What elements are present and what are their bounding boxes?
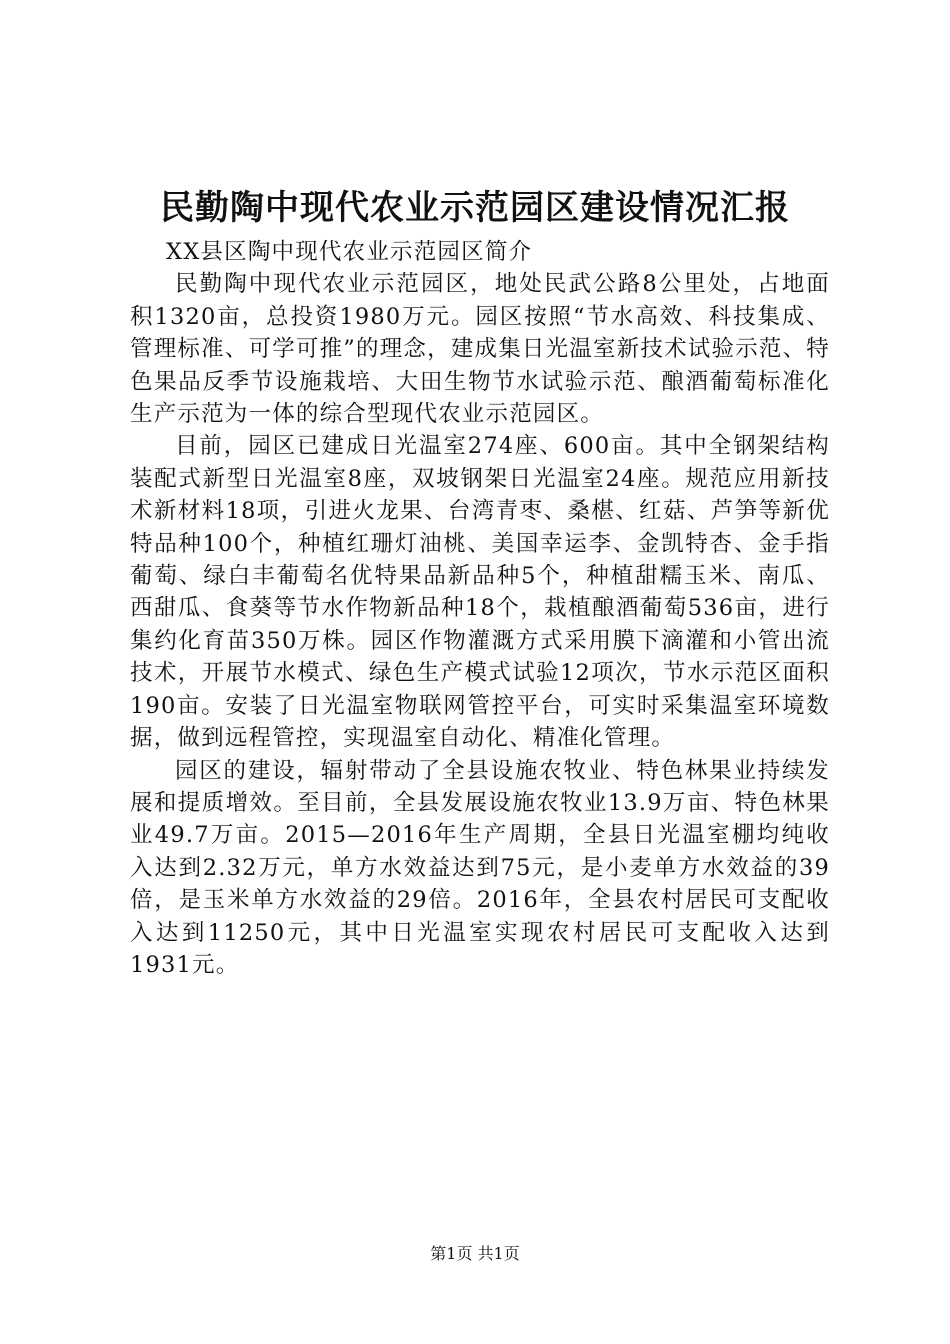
document-subtitle: XX县区陶中现代农业示范园区简介 xyxy=(166,239,533,265)
paragraph-park-overview: 民勤陶中现代农业示范园区，地处民武公路8公里处，占地面积1320亩，总投资1980万元。园区按照“节水高效、科技集成、管理标准、可学可推”的理念，建成集日光温室新技术试验示范、特色果品反季节设施栽培、大田生物节水试验示范、酿酒葡萄标准化生产示范为一体的综合型现代农业示范园区。 xyxy=(130,271,831,428)
paragraph-current-status: 目前，园区已建成日光温室274座、600亩。其中全钢架结构装配式新型日光温室8座，双坡钢架日光温室24座。规范应用新技术新材料18项，引进火龙果、台湾青枣、桑椹、红菇、芦笋等新优特品种100个，种植红珊灯油桃、美国幸运李、金凯特杏、金手指葡萄、绿白丰葡萄名优特果品新品种5个，种植甜糯玉米、南瓜、西甜瓜、食葵等节水作物新品种18个，栽植酿酒葡萄536亩，进行集约化育苗350万株。园区作物灌溉方式采用膜下滴灌和小管出流技术，开展节水模式、绿色生产模式试验12项次，节水示范区面积190亩。安装了日光温室物联网管控平台，可实时采集温室环境数据，做到远程管控，实现温室自动化、精准化管理。 xyxy=(130,433,830,752)
page-number: 第1页 共1页 xyxy=(430,1244,520,1263)
paragraph-impact: 园区的建设，辐射带动了全县设施农牧业、特色林果业持续发展和提质增效。至目前，全县发展设施农牧业13.9万亩、特色林果业49.7万亩。2015—2016年生产周期，全县日光温室棚均纯收入达到2.32万元，单方水效益达到75元，是小麦单方水效益的39倍，是玉米单方水效益的29倍。2016年，全县农村居民可支配收入达到11250元，其中日光温室实现农村居民可支配收入达到1931元。 xyxy=(130,757,830,978)
document-title: 民勤陶中现代农业示范园区建设情况汇报 xyxy=(160,188,790,228)
document-body xyxy=(130,236,830,981)
